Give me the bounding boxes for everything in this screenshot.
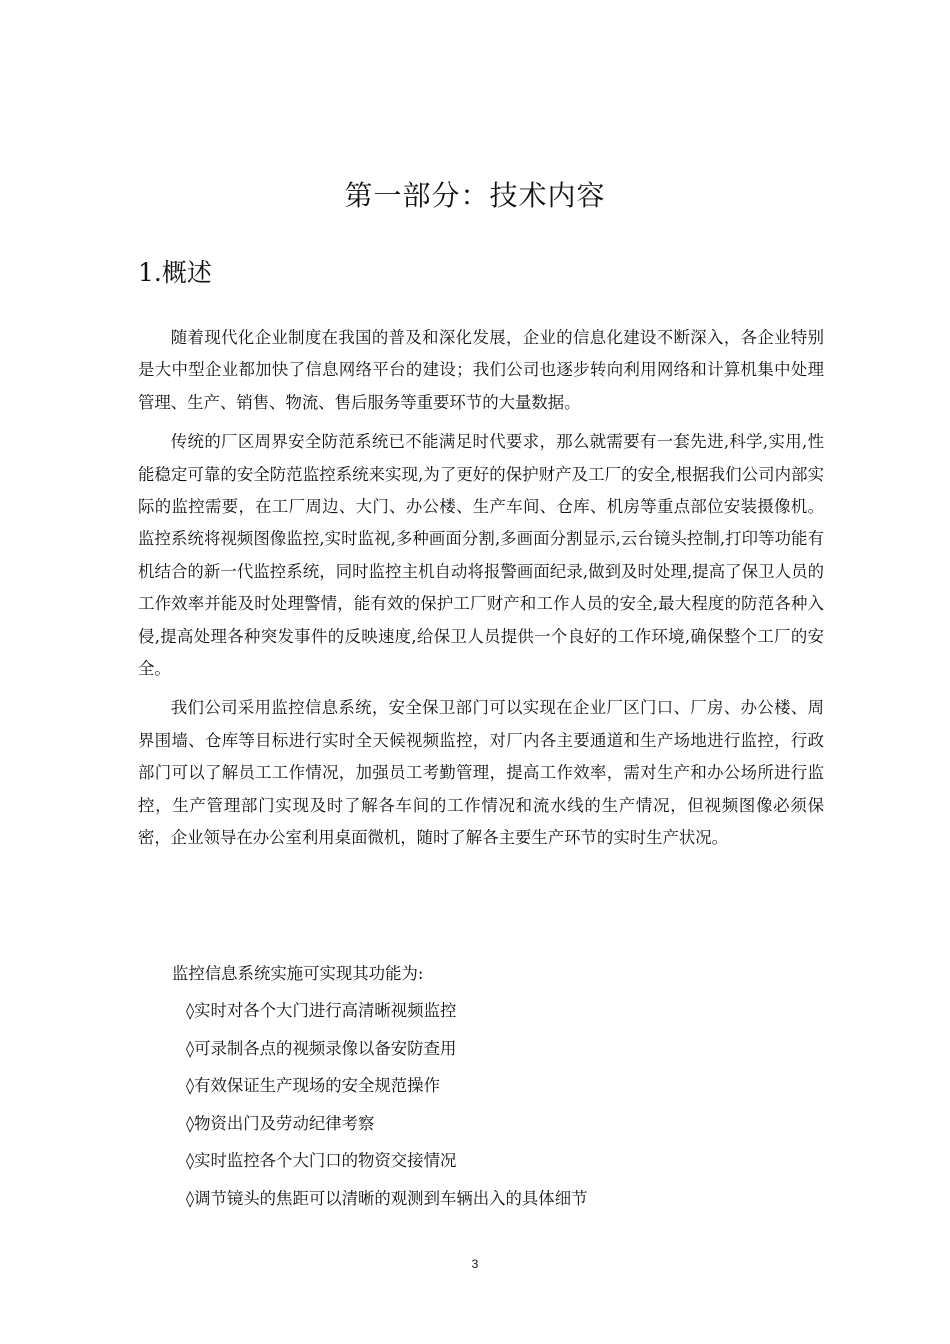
section-heading: 1.概述 (138, 258, 212, 287)
list-item: ◊实时监控各个大门口的物资交接情况 (186, 1151, 457, 1171)
paragraph: 随着现代化企业制度在我国的普及和深化发展，企业的信息化建设不断深入，各企业特别是大中型企业都加快了信息网络平台的建设；我们公司也逐步转向利用网络和计算机集中处理管理、生产、销售、物流、售后服务等重要环节的大量数据。 (138, 328, 824, 412)
list-item: ◊实时对各个大门进行高清晰视频监控 (186, 1001, 457, 1020)
list-item: ◊物资出门及劳动纪律考察 (186, 1113, 375, 1133)
list-item: ◊可录制各点的视频录像以备安防查用 (186, 1038, 457, 1058)
page-title: 第一部分：技术内容 (344, 179, 606, 212)
list-item: ◊调节镜头的焦距可以清晰的观测到车辆出入的具体细节 (186, 1188, 588, 1208)
feature-list (186, 995, 587, 1221)
list-item: ◊有效保证生产现场的安全规范操作 (186, 1076, 440, 1096)
paragraph: 传统的厂区周界安全防范系统已不能满足时代要求，那么就需要有一套先进,科学,实用,性能稳定可靠的安全防范监控系统来实现,为了更好的保护财产及工厂的安全,根据我们公司内部实际的监控需要，在工厂周边、大门、办公楼、生产车间、仓库、机房等重点部位安装摄像机。监控系统将视频图像监控,实时监视,多种画面分割,多画面分割显示,云台镜头控制,打印等功能有机结合的新一代监控系统，同时监控主机自动将报警画面纪录,做到及时处理,提高了保卫人员的工作效率并能及时处理警情，能有效的保护工厂财产和工作人员的安全,最大程度的防范各种入侵,提高处理各种突发事件的反映速度,给保卫人员提供一个良好的工作环境,确保整个工厂的安全。 (138, 432, 824, 679)
paragraph: 我们公司采用监控信息系统，安全保卫部门可以实现在企业厂区门口、厂房、办公楼、周界围墙、仓库等目标进行实时全天候视频监控，对厂内各主要通道和生产场地进行监控，行政部门可以了解员工工作情况，加强员工考勤管理，提高工作效率，需对生产和办公场所进行监控，生产管理部门实现及时了解各车间的工作情况和流水线的生产情况，但视频图像必须保密，企业领导在办公室利用桌面微机，随时了解各主要生产环节的实时生产状况。 (138, 698, 824, 848)
body-text (138, 322, 824, 862)
features-intro: 监控信息系统实施可实现其功能为: (172, 964, 424, 983)
page-number: 3 (471, 1257, 479, 1271)
